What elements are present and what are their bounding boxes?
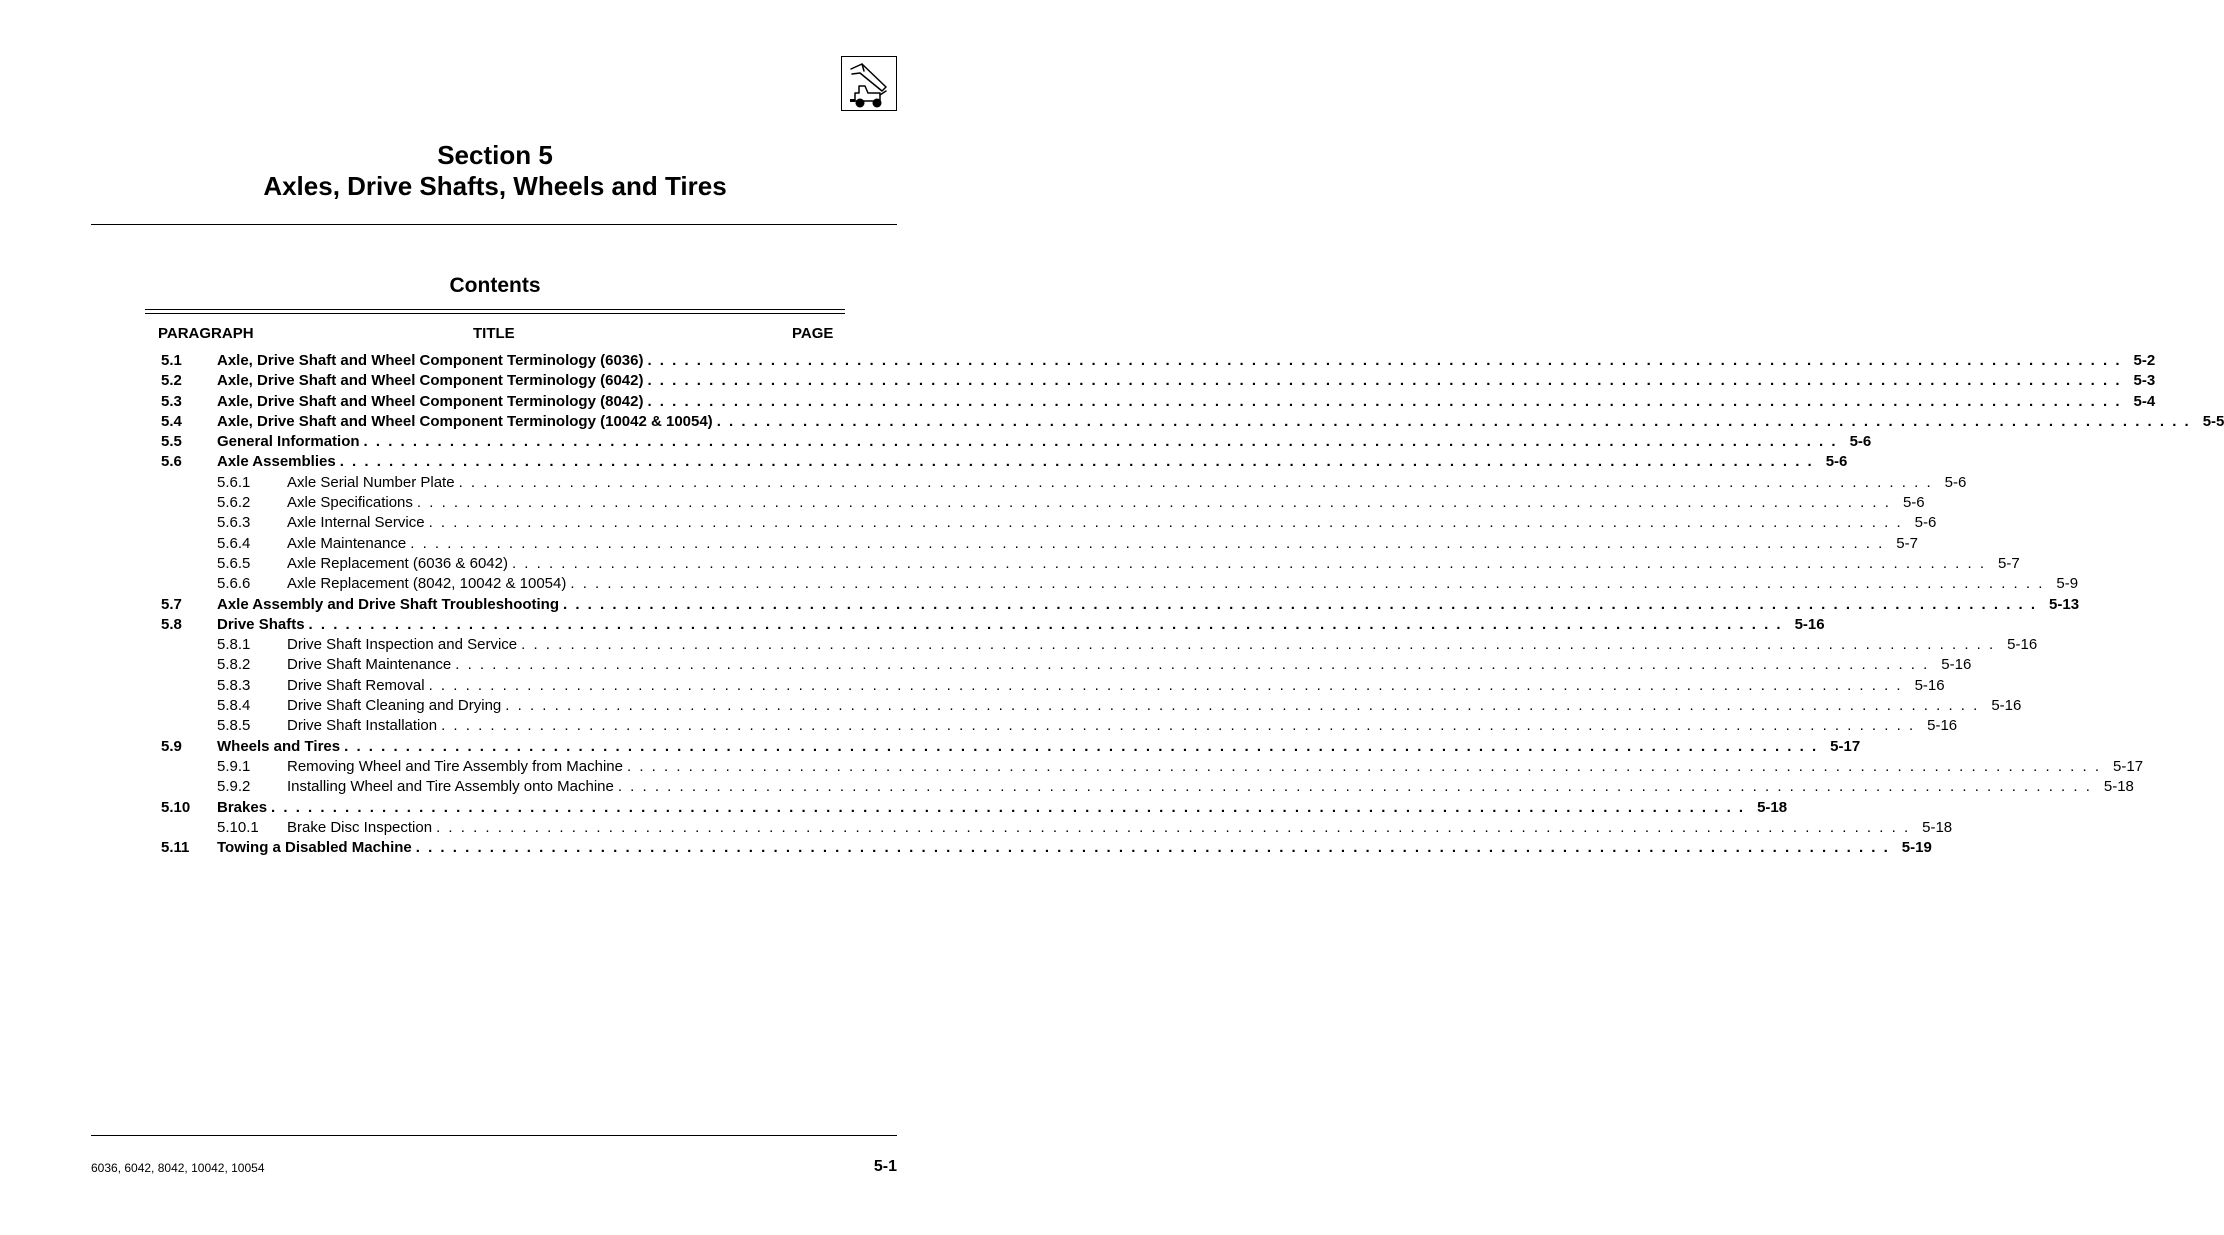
toc-entry-number: 5.3 — [161, 392, 182, 410]
title-divider — [91, 224, 897, 225]
toc-entry-page: 5-4 — [2133, 392, 2156, 410]
toc-entry-page: 5-6 — [1849, 433, 1872, 451]
toc-dot-leader: . . . . . . . . . . . . . . . . . . . . . . . . . . . . . . . . . . . . . . . . . . . . . . . . . . . . . . . . . . . . . . . . . . . . . . . . . . . . . . . . . . . . . . . . . . . . . . . . . . . . . . . . . . . . . . . . . . . . . . . . — [647, 352, 2122, 369]
toc-entry-number: 5.8.3 — [217, 676, 251, 694]
toc-entry[interactable] — [157, 757, 2144, 777]
toc-entry-number: 5.8.5 — [217, 717, 251, 735]
toc-dot-leader: . . . . . . . . . . . . . . . . . . . . . . . . . . . . . . . . . . . . . . . . . . . . . . . . . . . . . . . . . . . . . . . . . . . . . . . . . . . . . . . . . . . . . . . . . . . . . . . . . . . . . . . . . . . . . . . . . . . . . . . . — [570, 575, 2045, 593]
toc-entry[interactable] — [157, 493, 1925, 513]
toc-entry[interactable] — [157, 392, 2156, 412]
toc-entry-page: 5-16 — [1794, 615, 1825, 633]
toc-entry-title: Drive Shaft Cleaning and Drying — [287, 697, 502, 715]
toc-dot-leader: . . . . . . . . . . . . . . . . . . . . . . . . . . . . . . . . . . . . . . . . . . . . . . . . . . . . . . . . . . . . . . . . . . . . . . . . . . . . . . . . . . . . . . . . . . . . . . . . . . . . . . . . . . . . . . . . . . . . . . . . — [436, 818, 1911, 836]
toc-entry-title: Axle Specifications — [287, 494, 413, 512]
toc-entry-title: Axle, Drive Shaft and Wheel Component Terminology (6042) — [217, 372, 644, 390]
toc-entry-title: Axle, Drive Shaft and Wheel Component Terminology (10042 & 10054) — [217, 412, 713, 430]
toc-entry[interactable] — [157, 534, 1918, 554]
toc-entry-page: 5-18 — [2103, 778, 2134, 796]
toc-entry-page: 5-5 — [2202, 412, 2224, 430]
toc-entry[interactable] — [157, 473, 1967, 493]
toc-dot-leader: . . . . . . . . . . . . . . . . . . . . . . . . . . . . . . . . . . . . . . . . . . . . . . . . . . . . . . . . . . . . . . . . . . . . . . . . . . . . . . . . . . . . . . . . . . . . . . . . . . . . . . . . . . . . . . . . . . . . . . . . — [505, 697, 1980, 715]
contents-heading: Contents — [449, 274, 541, 297]
toc-dot-leader: . . . . . . . . . . . . . . . . . . . . . . . . . . . . . . . . . . . . . . . . . . . . . . . . . . . . . . . . . . . . . . . . . . . . . . . . . . . . . . . . . . . . . . . . . . . . . . . . . . . . . . . . . . . . . . . . . . . . . . . . — [626, 757, 2102, 775]
footer-divider — [91, 1135, 897, 1136]
toc-entry-title: Brake Disc Inspection — [287, 818, 433, 836]
toc-entry-title: Brakes — [217, 798, 268, 816]
contents-divider-bottom — [145, 313, 845, 314]
toc-entry-page: 5-6 — [1944, 473, 1967, 491]
contents-divider-top — [145, 309, 845, 310]
toc-entry-page: 5-7 — [1998, 554, 2020, 572]
toc-entry-page: 5-6 — [1914, 514, 1937, 532]
toc-entry-title: Axle Serial Number Plate — [287, 473, 455, 491]
toc-dot-leader: . . . . . . . . . . . . . . . . . . . . . . . . . . . . . . . . . . . . . . . . . . . . . . . . . . . . . . . . . . . . . . . . . . . . . . . . . . . . . . . . . . . . . . . . . . . . . . . . . . . . . . . . . . . . . . . . . . . . . . . . — [716, 412, 2191, 430]
toc-entry[interactable] — [157, 716, 1958, 736]
toc-entry-title: Installing Wheel and Tire Assembly onto Machine — [287, 778, 614, 796]
toc-entry[interactable] — [157, 615, 1825, 635]
toc-entry-title: Axle Replacement (8042, 10042 & 10054) — [287, 575, 567, 593]
toc-entry-number: 5.6.3 — [217, 514, 251, 532]
toc-entry-title: Drive Shaft Maintenance — [287, 656, 452, 674]
section-title — [0, 140, 990, 202]
toc-entry[interactable] — [157, 452, 1848, 472]
toc-entry-title: General Information — [217, 433, 360, 451]
toc-entry[interactable] — [157, 412, 2224, 432]
column-header-paragraph: PARAGRAPH — [158, 325, 254, 342]
toc-dot-leader: . . . . . . . . . . . . . . . . . . . . . . . . . . . . . . . . . . . . . . . . . . . . . . . . . . . . . . . . . . . . . . . . . . . . . . . . . . . . . . . . . . . . . . . . . . . . . . . . . . . . . . . . . . . . . . . . . . . . . . . . — [617, 778, 2092, 796]
telehandler-icon — [842, 57, 896, 110]
toc-entry-number: 5.9 — [161, 737, 182, 755]
toc-entry-page: 5-2 — [2133, 352, 2156, 369]
toc-entry[interactable] — [157, 351, 2156, 371]
toc-entry-number: 5.10 — [161, 798, 191, 816]
toc-entry[interactable] — [157, 737, 1861, 757]
toc-dot-leader: . . . . . . . . . . . . . . . . . . . . . . . . . . . . . . . . . . . . . . . . . . . . . . . . . . . . . . . . . . . . . . . . . . . . . . . . . . . . . . . . . . . . . . . . . . . . . . . . . . . . . . . . . . . . . . . . . . . . . . . . — [415, 839, 1890, 857]
toc-entry[interactable] — [157, 676, 1945, 696]
toc-dot-leader: . . . . . . . . . . . . . . . . . . . . . . . . . . . . . . . . . . . . . . . . . . . . . . . . . . . . . . . . . . . . . . . . . . . . . . . . . . . . . . . . . . . . . . . . . . . . . . . . . . . . . . . . . . . . . . . . . . . . . . . . — [416, 494, 1891, 512]
toc-entry-title: Axle, Drive Shaft and Wheel Component Terminology (8042) — [217, 392, 644, 410]
column-header-page: PAGE — [792, 325, 834, 342]
toc-entry-page: 5-18 — [1757, 798, 1788, 816]
toc-entry-page: 5-17 — [1830, 737, 1861, 755]
toc-entry-title: Removing Wheel and Tire Assembly from Machine — [287, 757, 623, 775]
toc-dot-leader: . . . . . . . . . . . . . . . . . . . . . . . . . . . . . . . . . . . . . . . . . . . . . . . . . . . . . . . . . . . . . . . . . . . . . . . . . . . . . . . . . . . . . . . . . . . . . . . . . . . . . . . . . . . . . . . . . . . . . . . . — [511, 554, 1986, 572]
toc-entry-page: 5-3 — [2133, 372, 2156, 390]
toc-entry-title: Axle Assemblies — [217, 453, 336, 471]
toc-entry-number: 5.6.5 — [217, 554, 251, 572]
toc-entry-number: 5.8.4 — [217, 697, 251, 715]
toc-entry-title: Axle, Drive Shaft and Wheel Component Terminology (6036) — [217, 352, 644, 369]
section-subject: Axles, Drive Shafts, Wheels and Tires — [263, 171, 727, 201]
toc-entry-number: 5.6 — [161, 453, 182, 471]
toc-entry-title: Drive Shaft Inspection and Service — [287, 636, 518, 654]
section-number: Section 5 — [437, 140, 553, 170]
toc-entry[interactable] — [157, 838, 1932, 858]
toc-entry-page: 5-7 — [1896, 534, 1918, 552]
toc-entry-page: 5-16 — [2007, 636, 2038, 654]
toc-entry-number: 5.6.2 — [217, 494, 251, 512]
toc-dot-leader: . . . . . . . . . . . . . . . . . . . . . . . . . . . . . . . . . . . . . . . . . . . . . . . . . . . . . . . . . . . . . . . . . . . . . . . . . . . . . . . . . . . . . . . . . . . . . . . . . . . . . . . . . . . . . . . . . . . . . . . . — [441, 717, 1916, 735]
toc-dot-leader: . . . . . . . . . . . . . . . . . . . . . . . . . . . . . . . . . . . . . . . . . . . . . . . . . . . . . . . . . . . . . . . . . . . . . . . . . . . . . . . . . . . . . . . . . . . . . . . . . . . . . . . . . . . . . . . . . . . . . . . . — [563, 595, 2038, 613]
toc-dot-leader: . . . . . . . . . . . . . . . . . . . . . . . . . . . . . . . . . . . . . . . . . . . . . . . . . . . . . . . . . . . . . . . . . . . . . . . . . . . . . . . . . . . . . . . . . . . . . . . . . . . . . . . . . . . . . . . . . . . . . . . . — [339, 453, 1814, 471]
toc-entry-number: 5.1 — [161, 352, 182, 369]
toc-entry[interactable] — [157, 818, 1953, 838]
toc-entry-number: 5.6.4 — [217, 534, 251, 552]
toc-dot-leader: . . . . . . . . . . . . . . . . . . . . . . . . . . . . . . . . . . . . . . . . . . . . . . . . . . . . . . . . . . . . . . . . . . . . . . . . . . . . . . . . . . . . . . . . . . . . . . . . . . . . . . . . . . . . . . . . . . . . . . . . — [344, 737, 1819, 755]
toc-entry-number: 5.11 — [161, 839, 190, 857]
toc-entry-number: 5.6.1 — [217, 473, 251, 491]
toc-entry-title: Axle Maintenance — [287, 534, 407, 552]
toc-entry-title: Wheels and Tires — [217, 737, 341, 755]
toc-entry[interactable] — [157, 777, 2134, 797]
toc-entry[interactable] — [157, 798, 1788, 818]
toc-entry[interactable] — [157, 371, 2156, 391]
toc-dot-leader: . . . . . . . . . . . . . . . . . . . . . . . . . . . . . . . . . . . . . . . . . . . . . . . . . . . . . . . . . . . . . . . . . . . . . . . . . . . . . . . . . . . . . . . . . . . . . . . . . . . . . . . . . . . . . . . . . . . . . . . . — [455, 656, 1930, 674]
toc-entry-number: 5.8.2 — [217, 656, 251, 674]
footer-page-number: 5-1 — [873, 1158, 897, 1175]
toc-entry-number: 5.9.1 — [217, 757, 251, 775]
toc-entry-page: 5-16 — [1927, 717, 1958, 735]
toc-entry-page: 5-6 — [1902, 494, 1925, 512]
toc-dot-leader: . . . . . . . . . . . . . . . . . . . . . . . . . . . . . . . . . . . . . . . . . . . . . . . . . . . . . . . . . . . . . . . . . . . . . . . . . . . . . . . . . . . . . . . . . . . . . . . . . . . . . . . . . . . . . . . . . . . . . . . . — [428, 514, 1903, 532]
toc-entry[interactable] — [157, 635, 2038, 655]
toc-entry-title: Axle Replacement (6036 & 6042) — [287, 554, 508, 572]
toc-entry-page: 5-6 — [1825, 453, 1848, 471]
toc-entry-title: Axle Internal Service — [287, 514, 425, 532]
toc-entry[interactable] — [157, 595, 2080, 615]
toc-entry[interactable] — [157, 574, 2079, 594]
toc-entry-number: 5.7 — [161, 595, 182, 613]
toc-dot-leader: . . . . . . . . . . . . . . . . . . . . . . . . . . . . . . . . . . . . . . . . . . . . . . . . . . . . . . . . . . . . . . . . . . . . . . . . . . . . . . . . . . . . . . . . . . . . . . . . . . . . . . . . . . . . . . . . . . . . . . . . — [458, 473, 1933, 491]
toc-entry-page: 5-18 — [1922, 818, 1953, 836]
toc-entry-title: Drive Shaft Removal — [287, 676, 425, 694]
table-of-contents — [157, 351, 2224, 858]
toc-dot-leader: . . . . . . . . . . . . . . . . . . . . . . . . . . . . . . . . . . . . . . . . . . . . . . . . . . . . . . . . . . . . . . . . . . . . . . . . . . . . . . . . . . . . . . . . . . . . . . . . . . . . . . . . . . . . . . . . . . . . . . . . — [521, 636, 1996, 654]
footer-model-list: 6036, 6042, 8042, 10042, 10054 — [91, 1161, 265, 1175]
toc-entry-page: 5-17 — [2113, 757, 2144, 775]
toc-dot-leader: . . . . . . . . . . . . . . . . . . . . . . . . . . . . . . . . . . . . . . . . . . . . . . . . . . . . . . . . . . . . . . . . . . . . . . . . . . . . . . . . . . . . . . . . . . . . . . . . . . . . . . . . . . . . . . . . . . . . . . . . — [428, 676, 1903, 694]
toc-entry[interactable] — [157, 554, 2020, 574]
toc-entry-page: 5-16 — [1991, 697, 2022, 715]
toc-entry-number: 5.9.2 — [217, 778, 251, 796]
column-header-title: TITLE — [473, 325, 515, 342]
toc-dot-leader: . . . . . . . . . . . . . . . . . . . . . . . . . . . . . . . . . . . . . . . . . . . . . . . . . . . . . . . . . . . . . . . . . . . . . . . . . . . . . . . . . . . . . . . . . . . . . . . . . . . . . . . . . . . . . . . . . . . . . . . . — [410, 534, 1885, 552]
toc-entry-number: 5.5 — [161, 433, 182, 451]
toc-dot-leader: . . . . . . . . . . . . . . . . . . . . . . . . . . . . . . . . . . . . . . . . . . . . . . . . . . . . . . . . . . . . . . . . . . . . . . . . . . . . . . . . . . . . . . . . . . . . . . . . . . . . . . . . . . . . . . . . . . . . . . . . — [647, 372, 2122, 390]
toc-entry-number: 5.2 — [161, 372, 182, 390]
toc-entry-title: Drive Shafts — [217, 615, 305, 633]
toc-dot-leader: . . . . . . . . . . . . . . . . . . . . . . . . . . . . . . . . . . . . . . . . . . . . . . . . . . . . . . . . . . . . . . . . . . . . . . . . . . . . . . . . . . . . . . . . . . . . . . . . . . . . . . . . . . . . . . . . . . . . . . . . — [271, 798, 1746, 816]
toc-entry[interactable] — [157, 513, 1937, 533]
toc-entry-number: 5.10.1 — [217, 818, 259, 836]
toc-entry-title: Towing a Disabled Machine — [217, 839, 412, 857]
toc-entry-page: 5-16 — [1914, 676, 1945, 694]
toc-entry-number: 5.8.1 — [217, 636, 251, 654]
toc-entry-title: Axle Assembly and Drive Shaft Troubleshooting — [217, 595, 560, 613]
toc-entry-number: 5.8 — [161, 615, 182, 633]
section-logo — [841, 56, 897, 111]
toc-entry-page: 5-13 — [2049, 595, 2080, 613]
toc-entry-title: Drive Shaft Installation — [287, 717, 438, 735]
toc-entry[interactable] — [157, 655, 1972, 675]
toc-dot-leader: . . . . . . . . . . . . . . . . . . . . . . . . . . . . . . . . . . . . . . . . . . . . . . . . . . . . . . . . . . . . . . . . . . . . . . . . . . . . . . . . . . . . . . . . . . . . . . . . . . . . . . . . . . . . . . . . . . . . . . . . — [647, 392, 2122, 410]
toc-entry-page: 5-19 — [1901, 839, 1932, 857]
toc-entry-page: 5-9 — [2056, 575, 2079, 593]
toc-entry[interactable] — [157, 696, 2022, 716]
toc-dot-leader: . . . . . . . . . . . . . . . . . . . . . . . . . . . . . . . . . . . . . . . . . . . . . . . . . . . . . . . . . . . . . . . . . . . . . . . . . . . . . . . . . . . . . . . . . . . . . . . . . . . . . . . . . . . . . . . . . . . . . . . . — [308, 615, 1783, 633]
toc-entry[interactable] — [157, 432, 1872, 452]
toc-dot-leader: . . . . . . . . . . . . . . . . . . . . . . . . . . . . . . . . . . . . . . . . . . . . . . . . . . . . . . . . . . . . . . . . . . . . . . . . . . . . . . . . . . . . . . . . . . . . . . . . . . . . . . . . . . . . . . . . . . . . . . . . — [363, 433, 1838, 451]
toc-entry-number: 5.6.6 — [217, 575, 251, 593]
toc-entry-page: 5-16 — [1941, 656, 1972, 674]
toc-entry-number: 5.4 — [161, 412, 182, 430]
